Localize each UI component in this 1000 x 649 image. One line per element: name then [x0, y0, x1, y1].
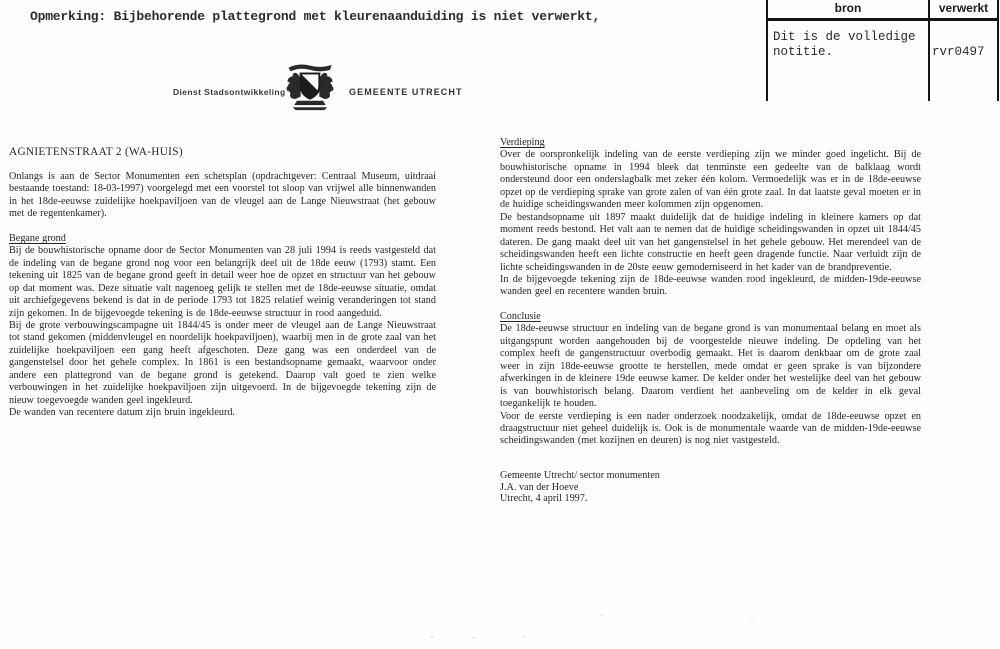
- source-table-cell-verwerkt: rvr0497: [932, 45, 985, 59]
- source-table-header-row: [768, 0, 997, 21]
- paragraph-verdieping-3: In de bijgevoegde tekening zijn de 18de-eeuwse wanden rood ingekleurd, de midden-19de-eeuwse wanden geel en recentere wanden bruin.: [500, 273, 921, 298]
- signature-place-date: Utrecht, 4 april 1997.: [500, 493, 588, 505]
- signature-org: Gemeente Utrecht/ sector monumenten: [500, 469, 660, 481]
- document-title: AGNIETENSTRAAT 2 (WA-HUIS): [9, 146, 183, 158]
- paragraph-begane-grond-3: De wanden van recentere datum zijn bruin ingekleurd.: [9, 407, 235, 419]
- source-table-cell-bron: Dit is de volledige notitie.: [768, 21, 930, 101]
- signature-name: J.A. van der Hoeve: [500, 481, 579, 493]
- left-text-column: [9, 146, 436, 420]
- paragraph-verdieping-1: Over de oorspronkelijk indeling van de eerste verdieping zijn we minder goed ingelicht. Bij de bouwhistorische opname in 1994 bleek dat tenminste een gedeelte van de balklaag wordt ondersteund door een onderslagbalk met zeker één kolom. Vermoedelijk was er in de 18de-eeuwse opzet op de verdieping sprake van grote zalen of van één grote zaal. In dat laatste geval moeten er in de huidige scheidingswanden meer kolommen zijn opgenomen.: [500, 149, 921, 211]
- source-table: [766, 0, 999, 101]
- letterhead-municipality-label: GEMEENTE UTRECHT: [349, 87, 463, 97]
- utrecht-coat-of-arms-icon: [274, 62, 346, 118]
- scanner-noise-artifact: [430, 636, 434, 638]
- paragraph-begane-grond-2: Bij de grote verbouwingscampagne uit 1844/45 is onder meer de vleugel aan de Lange Nieuwstraat tot stand gekomen (middenvleugel en noordelijk hoekpaviljoen), waarbij men in de grote zaal van het zuidelijke hoekpaviljoen een gang heeft afgeschoten. Deze gang was een onderdeel van de gangenstelsel door het gehele complex. In 1861 is een bestandsopname gemaakt, waarvoor onder andere een plattegrond van de begane grond is getekend. Daarop valt goed te zien welke verbouwingen in het zuidelijke hoekpaviljoen zijn uitgevoerd. In de bijgevoegde tekening zijn de nieuw toegevoegde wanden geel ingekleurd.: [9, 319, 436, 406]
- paragraph-conclusie-1: De 18de-eeuwse structuur en indeling van de begane grond is van monumentaal belang en moet als uitgangspunt worden aangehouden bij de voorgestelde nieuwe indeling. De opdeling van het complex heeft de gangenstructuur overbodig gemaakt. Het is daarom denkbaar om de grote zaal weer in zijn 18de-eeuwse grootte te herstellen, mede omdat er geen sprake is van bijzondere afwerkingen in de kleinere 19de eeuwse kamer. De kelder onder het westelijke deel van het gebouw is van bouwhistorisch belang. Daarom verdient het aanbeveling om de kelder in elk geval toegankelijk te houden.: [500, 323, 921, 410]
- source-table-header-verwerkt: verwerkt: [938, 1, 989, 15]
- source-table-header-bron: bron: [768, 0, 930, 18]
- paragraph-begane-grond-1: Bij de bouwhistorische opname door de Sector Monumenten van 28 juli 1994 is reeds vastgesteld dat de indeling van de begane grond nog voor een belangrijk deel uit de 18de eeuw (1793) stamt. Een tekening uit 1825 van de begane grond geeft in detail weer hoe de opzet en structuur van het gebouw op dat moment was. Deze situatie valt nagenoeg gelijk te stellen met de 18de-eeuwse situatie, omdat uit archiefgegevens bekend is dat in de periode 1793 tot 1825 relatief weinig veranderingen tot stand zijn gekomen. In de bijgevoegde tekening is de 18de-eeuwse structuur in rood aangeduid.: [9, 245, 436, 319]
- signature-block: [500, 470, 921, 505]
- right-text-column: [500, 137, 921, 505]
- source-table-data-row: [768, 21, 997, 101]
- section-heading-verdieping: Verdieping: [500, 137, 545, 148]
- paragraph-conclusie-2: Voor de eerste verdieping is een nader onderzoek noodzakelijk, omdat de 18de-eeuwse opzet en draagstructuur niet geheel duidelijk is. Ook is de monumentale waarde van de midden-19de-eeuwse scheidingswanden (met kozijnen en deuren) is nog niet vastgesteld.: [500, 410, 921, 447]
- section-heading-begane-grond: Begane grond: [9, 232, 66, 244]
- section-heading-conclusie: Conclusie: [500, 310, 541, 322]
- letterhead-department-label: Dienst Stadsontwikkeling: [173, 87, 286, 97]
- paragraph-verdieping-2: De bestandsopname uit 1897 maakt duidelijk dat de huidige indeling in kleinere kamers op dat moment reeds bestond. Het valt aan te nemen dat de huidige scheidingswanden in opzet uit 1844/45 dateren. De gang maakt deel uit van het gangenstelsel in het gehele gebouw. Het merendeel van de scheidingswanden heeft een lichte constructie en heeft geen dragende functie. Naar verluidt zijn de lichte scheidingswanden in de 20ste eeuw gemoderniseerd in het kader van de brandpreventie.: [500, 211, 921, 273]
- remark-note: Opmerking: Bijbehorende plattegrond met kleurenaanduiding is niet verwerkt,: [30, 9, 601, 24]
- intro-paragraph: Onlangs is aan de Sector Monumenten een schetsplan (opdrachtgever: Centraal Museum, uitdraai bestaande toestand: 18-03-1997) voorgelegd met een voorstel tot sloop van vrijwel alle binnenwanden in het 18de-eeuwse zuidelijke hoekpaviljoen van de vleugel aan de Lange Nieuwstraat (het gebouw met de regentenkamer).: [9, 171, 436, 220]
